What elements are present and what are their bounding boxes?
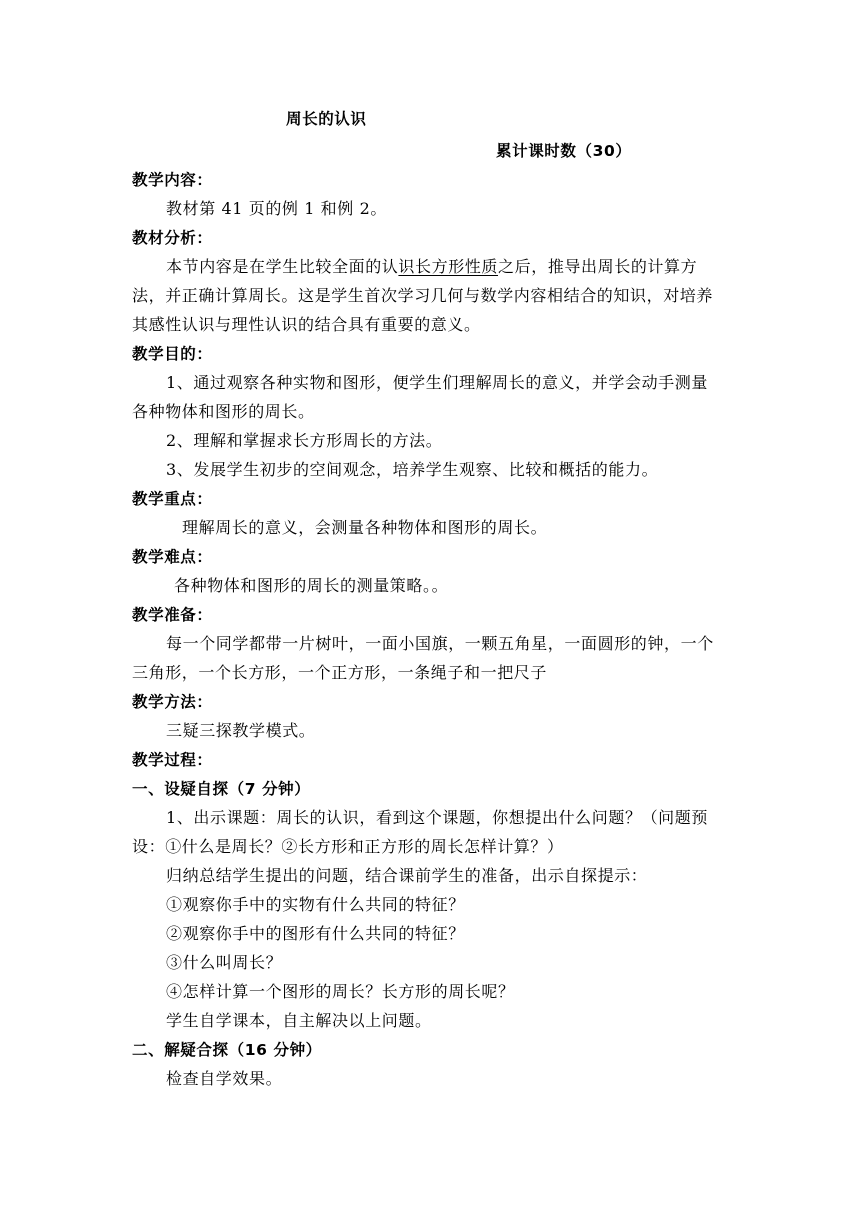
section-2-heading: 二、解疑合探（16 分钟） — [132, 1041, 322, 1059]
preparation-line-2: 三角形，一个长方形，一个正方形，一条绳子和一把尺子 — [132, 663, 548, 682]
content-text: 教材第 41 页的例 1 和例 2。 — [166, 199, 387, 218]
lesson-count: 累计课时数（30） — [496, 142, 632, 160]
hint-item: ②观察你手中的图形有什么共同的特征？ — [166, 924, 465, 943]
section-1-item-1-line-2: 设：①什么是周长？②长方形和正方形的周长怎样计算？） — [132, 837, 564, 856]
preparation-heading: 教学准备： — [132, 606, 213, 624]
analysis-heading: 教材分析： — [132, 229, 213, 247]
section-1-self-study: 学生自学课本，自主解决以上问题。 — [166, 1011, 432, 1030]
section-1-item-1-line-1: 1、出示课题：周长的认识，看到这个课题，你想提出什么问题？（问题预 — [166, 808, 708, 827]
section-1-heading: 一、设疑自探（7 分钟） — [132, 780, 311, 798]
key-points-heading: 教学重点： — [132, 490, 213, 508]
section-2-text: 检查自学效果。 — [166, 1069, 283, 1088]
analysis-paragraph-line-1 — [166, 256, 697, 278]
method-text: 三疑三探教学模式。 — [166, 721, 316, 740]
section-1-summary: 归纳总结学生提出的问题，结合课前学生的准备，出示自探提示： — [166, 866, 648, 885]
goal-1-line-1: 1、通过观察各种实物和图形，便学生们理解周长的意义，并学会动手测量 — [166, 373, 708, 392]
hint-item: ①观察你手中的实物有什么共同的特征？ — [166, 895, 465, 914]
method-heading: 教学方法： — [132, 693, 213, 711]
preparation-line-1: 每一个同学都带一片树叶，一面小国旗，一颗五角星，一面圆形的钟，一个 — [166, 634, 714, 653]
hint-item: ④怎样计算一个图形的周长？长方形的周长呢？ — [166, 982, 515, 1001]
difficulties-text: 各种物体和图形的周长的测量策略。。 — [174, 576, 449, 595]
difficulties-heading: 教学难点： — [132, 548, 213, 566]
analysis-underlined-text: 识长方形性质 — [398, 257, 499, 276]
goal-3: 3、发展学生初步的空间观念，培养学生观察、比较和概括的能力。 — [166, 460, 659, 479]
content-heading: 教学内容： — [132, 171, 213, 189]
goals-heading: 教学目的： — [132, 345, 213, 363]
goal-2: 2、理解和掌握求长方形周长的方法。 — [166, 431, 443, 450]
analysis-text-after: 之后，推导出周长的计算方 — [498, 257, 698, 276]
analysis-text-before: 本节内容是在学生比较全面的认 — [166, 257, 399, 276]
goal-1-line-2: 各种物体和图形的周长。 — [132, 402, 315, 421]
hint-item: ③什么叫周长？ — [166, 953, 283, 972]
document-title: 周长的认识 — [286, 110, 367, 128]
analysis-paragraph-line-2: 法，并正确计算周长。这是学生首次学习几何与数学内容相结合的知识，对培养 — [132, 286, 714, 305]
analysis-paragraph-line-3: 其感性认识与理性认识的结合具有重要的意义。 — [132, 315, 481, 334]
key-points-text: 理解周长的意义，会测量各种物体和图形的周长。 — [182, 518, 548, 537]
process-heading: 教学过程： — [132, 751, 213, 769]
